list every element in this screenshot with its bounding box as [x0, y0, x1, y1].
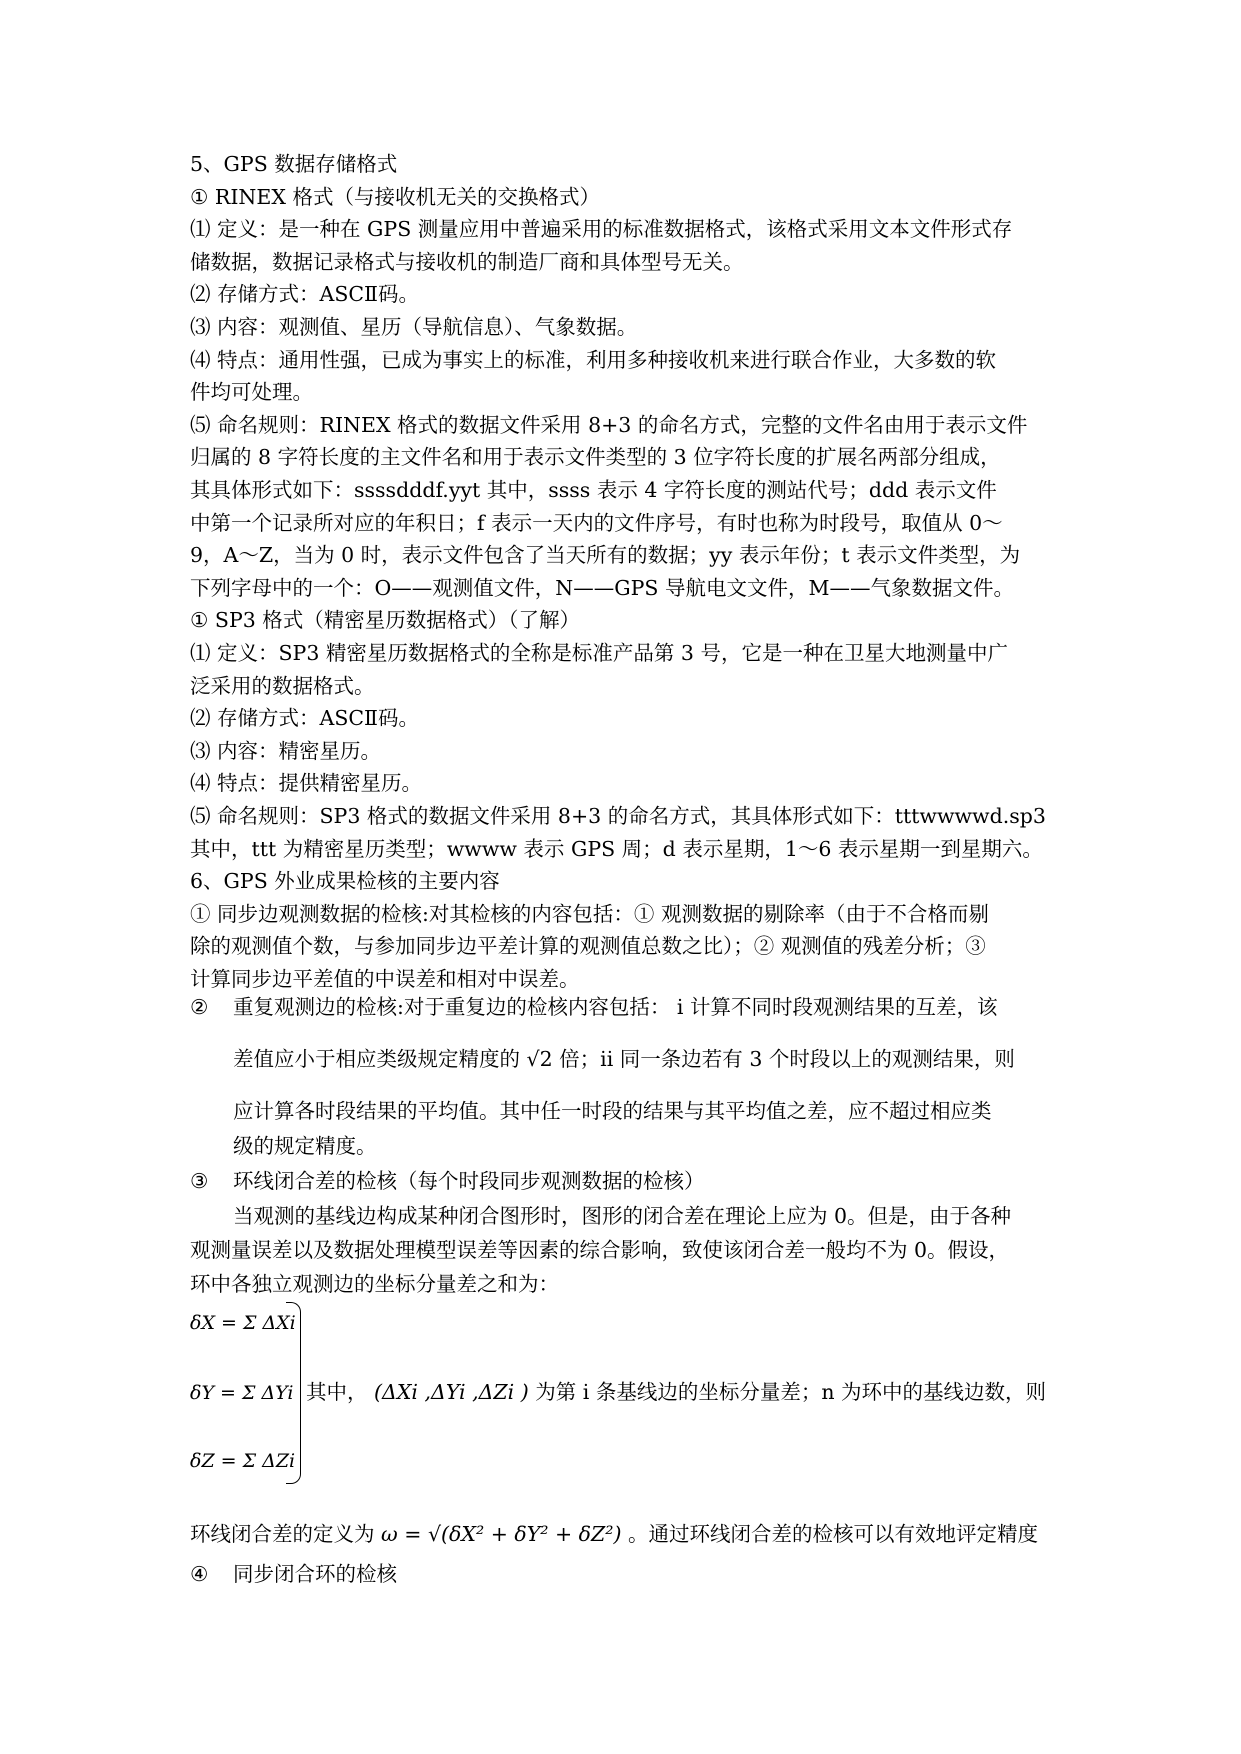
text-line: 中第一个记录所对应的年积日；f 表示一天内的文件序号，有时也称为时段号，取值从 0～: [190, 510, 1003, 535]
text-line: ⑷ 特点：提供精密星历。: [190, 771, 423, 796]
text-line: 6、GPS 外业成果检核的主要内容: [190, 869, 500, 894]
text-line: ⑴ 定义：是一种在 GPS 测量应用中普遍采用的标准数据格式，该格式采用文本文件形式存: [190, 217, 1013, 242]
item3-para3: 环中各独立观测边的坐标分量差之和为：: [190, 1272, 559, 1296]
text-line: 下列字母中的一个：O——观测值文件，N——GPS 导航电文文件，M——气象数据文件。: [190, 575, 1014, 600]
formula-explanation: [306, 1378, 1046, 1406]
text-line: 其中，ttt 为精密星历类型；wwww 表示 GPS 周；d 表示星期，1～6 表示星期一到星期六。: [190, 836, 1043, 861]
item3-title: 环线闭合差的检核（每个时段同步观测数据的检核）: [233, 1169, 705, 1193]
formula-row-y: δY = Σ ΔYi: [190, 1382, 294, 1404]
item3-marker: ③: [190, 1169, 209, 1193]
closure-text-b: 。通过环线闭合差的检核可以有效地评定精度: [628, 1522, 1039, 1546]
item2-line3: 应计算各时段结果的平均值。其中任一时段的结果与其平均值之差，应不超过相应类: [233, 1099, 992, 1123]
closure-text-a: 环线闭合差的定义为: [190, 1522, 375, 1546]
formula-row-z: δZ = Σ ΔZi: [190, 1450, 296, 1472]
text-line: ⑶ 内容：观测值、星历（导航信息）、气象数据。: [190, 315, 638, 339]
item2-line2a: 差值应小于相应类级规定精度的: [233, 1047, 520, 1071]
text-line: 储数据，数据记录格式与接收机的制造厂商和具体型号无关。: [190, 249, 744, 274]
text-line: 除的观测值个数，与参加同步边平差计算的观测值总数之比）；② 观测值的残差分析；③: [190, 934, 986, 959]
item3-para1: 当观测的基线边构成某种闭合图形时，图形的闭合差在理论上应为 0。但是，由于各种: [233, 1204, 1012, 1228]
formula-brace: [286, 1302, 301, 1484]
item2-line1: 重复观测边的检核:对于重复边的检核内容包括： i 计算不同时段观测结果的互差，该: [233, 995, 998, 1019]
text-line: ⑵ 存储方式：ASCⅡ码。: [190, 706, 419, 731]
text-line: ⑸ 命名规则：RINEX 格式的数据文件采用 8+3 的命名方式，完整的文件名由用于表示文件: [190, 412, 1028, 437]
text-line: ① RINEX 格式（与接收机无关的交换格式）: [190, 184, 600, 209]
item2-line2: [233, 1045, 1015, 1073]
text-line: 其具体形式如下：ssssdddf.yyt 其中，ssss 表示 4 字符长度的测站代号；ddd 表示文件: [190, 478, 997, 502]
text-line: ⑵ 存储方式：ASCⅡ码。: [190, 282, 419, 307]
item2-line2b: 倍；ii 同一条边若有 3 个时段以上的观测结果，则: [559, 1047, 1015, 1071]
text-line: 泛采用的数据格式。: [190, 673, 375, 698]
text-line: 计算同步边平差值的中误差和相对中误差。: [190, 967, 580, 991]
text-line: 5、GPS 数据存储格式: [190, 152, 398, 176]
text-line: ① SP3 格式（精密星历数据格式）（了解）: [190, 608, 581, 633]
text-line: 归属的 8 字符长度的主文件名和用于表示文件类型的 3 位字符长度的扩展名两部分组成，: [190, 445, 1001, 470]
text-line: ⑷ 特点：通用性强，已成为事实上的标准，利用多种接收机来进行联合作业，大多数的软: [190, 347, 997, 372]
item2-line4: 级的规定精度。: [233, 1134, 377, 1158]
text-line: ⑴ 定义：SP3 精密星历数据格式的全称是标准产品第 3 号，它是一种在卫星大地测量中广: [190, 641, 1008, 665]
explain-prefix: 其中，: [306, 1380, 368, 1404]
text-line: ⑶ 内容：精密星历。: [190, 738, 382, 763]
formula-row-x: δX = Σ ΔXi: [190, 1312, 296, 1334]
item4-marker: ④: [190, 1562, 209, 1586]
text-line: 9，A～Z，当为 0 时，表示文件包含了当天所有的数据；yy 表示年份；t 表示文件类型，为: [190, 543, 1021, 568]
closure-expression: ω = √(δX² + δY² + δZ²): [381, 1522, 622, 1546]
sqrt2-formula: √2: [526, 1047, 553, 1071]
text-line: ⑸ 命名规则：SP3 格式的数据文件采用 8+3 的命名方式，其具体形式如下：tttwwwwd.sp3: [190, 804, 1046, 828]
item3-para2: 观测量误差以及数据处理模型误差等因素的综合影响，致使该闭合差一般均不为 0。假设，: [190, 1238, 1010, 1262]
explain-tuple: (ΔXi ,ΔYi ,ΔZi ): [374, 1380, 529, 1404]
item2-marker: ②: [190, 995, 209, 1019]
item4-title: 同步闭合环的检核: [233, 1562, 397, 1586]
explain-suffix: 为第 i 条基线边的坐标分量差；n 为环中的基线边数，则: [535, 1380, 1047, 1404]
closure-definition: [190, 1520, 1038, 1548]
text-line: ① 同步边观测数据的检核:对其检核的内容包括：① 观测数据的剔除率（由于不合格而剔: [190, 901, 989, 926]
text-line: 件均可处理。: [190, 380, 313, 405]
